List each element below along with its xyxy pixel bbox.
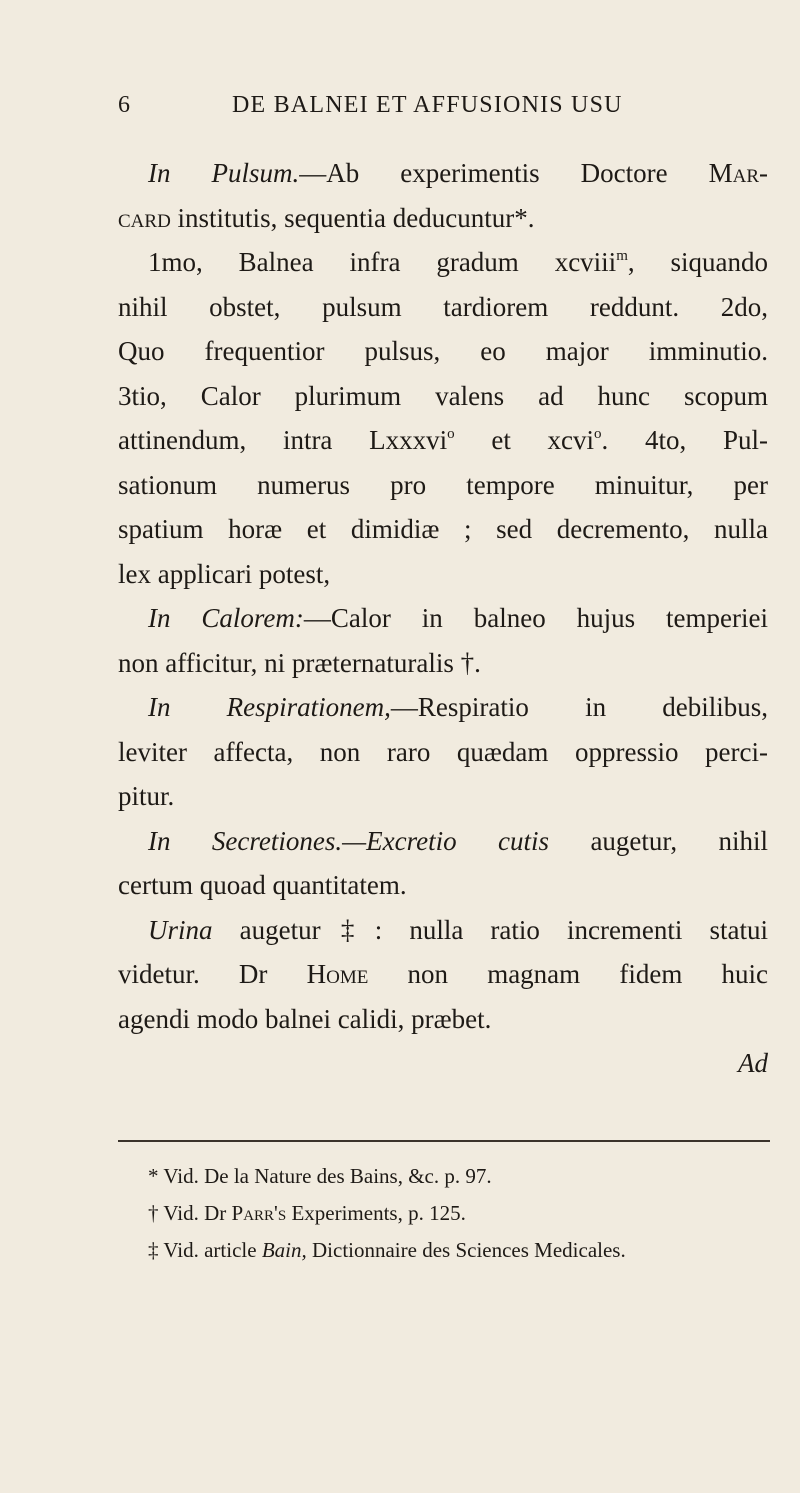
text-line: nihil obstet, pulsum tardiorem reddunt. 2do, — [118, 291, 768, 322]
text-line: videtur. Dr Home non magnam fidem huic — [118, 959, 768, 989]
section-heading-pulsum: In Pulsum. — [148, 158, 300, 188]
text-line: In Calorem:—Calor in balneo hujus temperiei — [148, 603, 768, 633]
text-line: Quo frequentior pulsus, eo major imminutio. — [118, 336, 768, 366]
text-line: In Pulsum.—Ab experimentis Doctore Mar- — [148, 158, 768, 188]
text-line: card institutis, sequentia deducuntur*. — [118, 202, 535, 233]
section-heading-respirationem: In Respirationem, — [148, 692, 391, 722]
text-line: leviter affecta, non raro quædam oppressio perci- — [118, 736, 768, 767]
text-line: non afficitur, ni præternaturalis †. — [118, 647, 481, 678]
text-line: attinendum, intra Lxxxvi$^o$ et xcvi$^o$. 4to, Pul- — [118, 425, 768, 455]
running-title: DE BALNEI ET AFFUSIONIS USU — [232, 92, 623, 118]
section-heading-calorem: In Calorem: — [148, 603, 304, 633]
text-line: 3tio, Calor plurimum valens ad hunc scopum — [118, 380, 768, 411]
footnote: † Vid. Dr Parr's Experiments, p. 125. — [148, 1201, 466, 1225]
text-line: In Secretiones.—Excretio cutis augetur, nihil — [148, 825, 768, 856]
footnotes — [148, 1158, 788, 1269]
text-line: In Respirationem,—Respiratio in debilibus, — [148, 692, 768, 722]
text-line: lex applicari potest, — [118, 558, 331, 589]
catchword: Ad — [738, 1048, 768, 1078]
footnote: ‡ Vid. article Bain, Dictionnaire des Sciences Medicales. — [148, 1238, 626, 1262]
footnote: * Vid. De la Nature des Bains, &c. p. 97. — [148, 1164, 492, 1188]
text-line: agendi modo balnei calidi, præbet. — [118, 1003, 492, 1034]
page-number: 6 — [118, 92, 132, 118]
text-line: sationum numerus pro tempore minuitur, per — [118, 469, 768, 500]
text-line: certum quoad quantitatem. — [118, 870, 407, 900]
section-heading-secretiones: In Secretiones. — [148, 825, 343, 856]
text-line: spatium horæ et dimidiæ ; sed decremento, nulla — [118, 514, 768, 544]
text-line: Urina augetur‡: nulla ratio incrementi statui — [148, 914, 768, 945]
text-line: 1mo, Balnea infra gradum xcviii$^m$, siquando — [148, 247, 768, 277]
text-line: pitur. — [118, 781, 175, 811]
main-text — [118, 151, 768, 1086]
footnote-divider — [118, 1140, 770, 1142]
